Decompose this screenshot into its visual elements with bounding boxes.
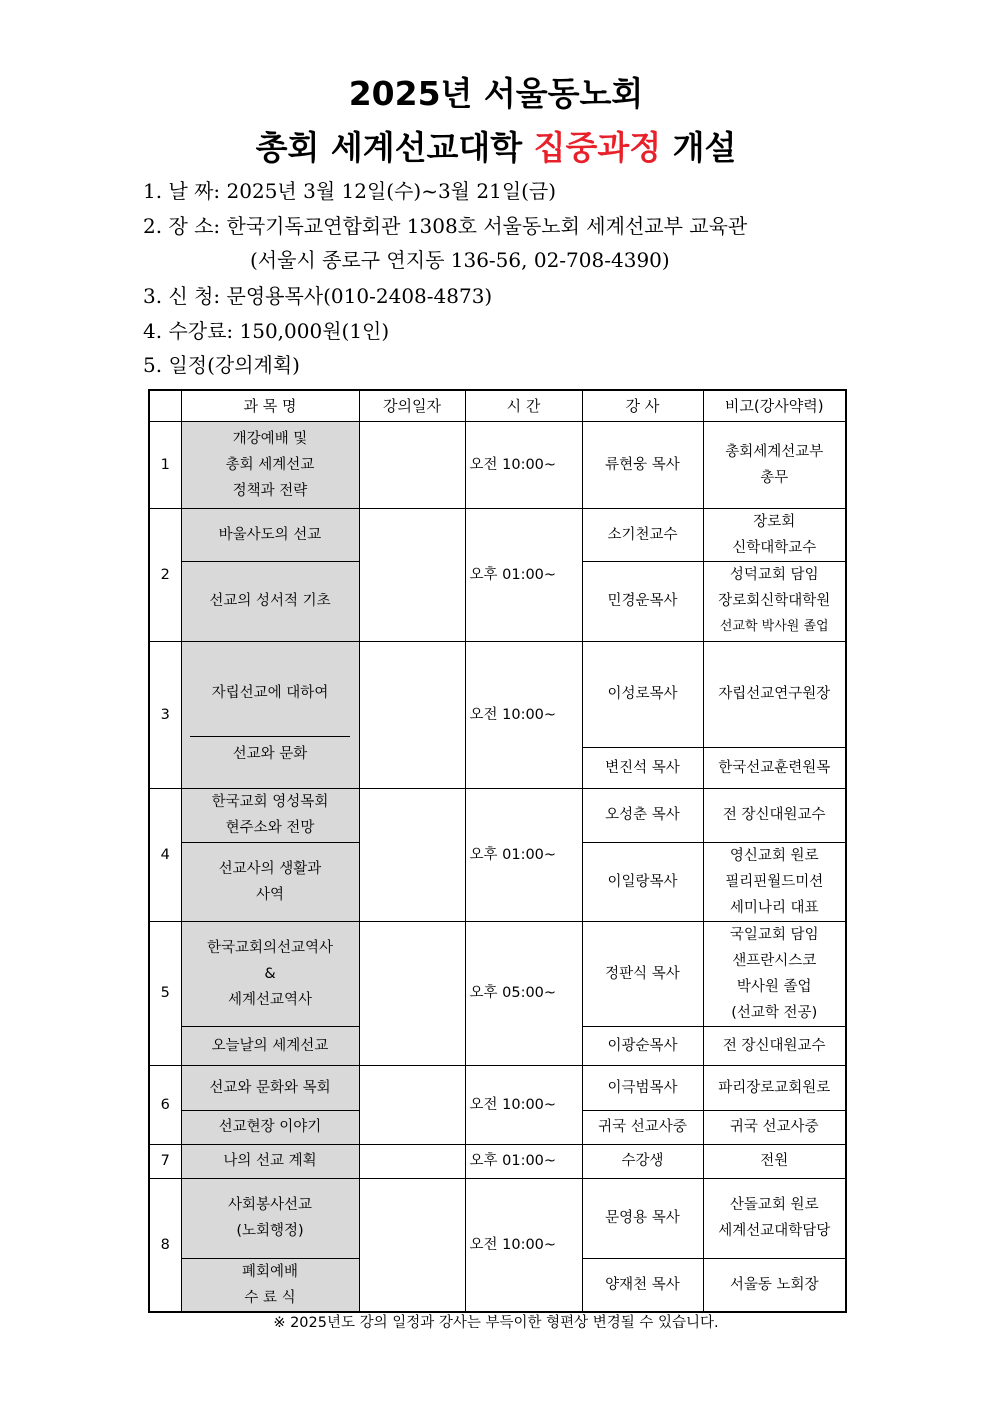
time: 오전 10:00~ [465, 641, 582, 788]
header-subject: 과 목 명 [181, 390, 359, 421]
note: 성덕교회 담임 장로회신학대학원 선교학 박사원 졸업 [703, 561, 846, 641]
title-line-1: 2025년 서울동노회 [348, 74, 644, 113]
subject: 선교현장 이야기 [181, 1110, 359, 1144]
subject: 선교와 문화와 목회 [181, 1065, 359, 1110]
time: 오전 10:00~ [465, 1178, 582, 1312]
subject: 오늘날의 세계선교 [181, 1026, 359, 1065]
note: 전 장신대원교수 [703, 1026, 846, 1065]
table-row [149, 641, 846, 747]
note: 귀국 선교사중 [703, 1110, 846, 1144]
lecturer: 변진석 목사 [582, 747, 703, 788]
table-row [149, 1065, 846, 1110]
subject: 한국교회 영성목회 현주소와 전망 [181, 788, 359, 842]
time: 오후 05:00~ [465, 921, 582, 1065]
info-date: 1. 날 짜: 2025년 3월 12일(수)~3월 21일(금) [143, 179, 557, 203]
note: 전원 [703, 1144, 846, 1178]
subject: 바울사도의 선교 [181, 508, 359, 561]
lecture-date [359, 1065, 465, 1144]
day-number: 3 [149, 641, 181, 788]
table-row [149, 1178, 846, 1258]
divider-line [190, 736, 350, 737]
note: 국일교회 담임 샌프란시스코 박사원 졸업 (선교학 전공) [703, 921, 846, 1026]
subject-a: 자립선교에 대하여 [211, 684, 329, 701]
time: 오후 01:00~ [465, 1144, 582, 1178]
day-number: 1 [149, 421, 181, 508]
day-number: 2 [149, 508, 181, 641]
info-address: (서울시 종로구 연지동 136-56, 02-708-4390) [250, 248, 670, 272]
lecture-date [359, 508, 465, 641]
day-number: 4 [149, 788, 181, 921]
note: 영신교회 원로 필리핀월드미션 세미나리 대표 [703, 842, 846, 921]
header-no [149, 390, 181, 421]
time: 오후 01:00~ [465, 788, 582, 921]
lecture-date [359, 641, 465, 788]
note: 자립선교연구원장 [703, 641, 846, 747]
note: 전 장신대원교수 [703, 788, 846, 842]
info-apply: 3. 신 청: 문영용목사(010-2408-4873) [143, 284, 493, 308]
subject: 폐회예배 수 료 식 [181, 1258, 359, 1312]
info-schedule: 5. 일정(강의계획) [143, 353, 300, 377]
lecturer: 양재천 목사 [582, 1258, 703, 1312]
title-highlight: 집중과정 [533, 128, 662, 167]
time: 오전 10:00~ [465, 1065, 582, 1144]
table-row [149, 788, 846, 842]
title-line-2-prefix: 총회 세계선교대학 [255, 128, 534, 167]
header-time: 시 간 [465, 390, 582, 421]
subject: 한국교회의선교역사 & 세계선교역사 [181, 921, 359, 1026]
subject-b: 선교와 문화 [232, 745, 308, 762]
lecturer: 오성춘 목사 [582, 788, 703, 842]
day-number: 6 [149, 1065, 181, 1144]
subject: 선교의 성서적 기초 [181, 561, 359, 641]
lecturer: 이극범목사 [582, 1065, 703, 1110]
lecturer: 정판식 목사 [582, 921, 703, 1026]
table-row [149, 1144, 846, 1178]
lecture-date [359, 1178, 465, 1312]
header-date: 강의일자 [359, 390, 465, 421]
table-row [149, 421, 846, 508]
table-row [149, 921, 846, 1026]
info-fee: 4. 수강료: 150,000원(1인) [143, 319, 390, 343]
lecturer: 문영용 목사 [582, 1178, 703, 1258]
lecturer: 귀국 선교사중 [582, 1110, 703, 1144]
note: 서울동 노회장 [703, 1258, 846, 1312]
lecture-date [359, 788, 465, 921]
subject: 개강예배 및 총회 세계선교 정책과 전략 [181, 421, 359, 508]
lecturer: 류현웅 목사 [582, 421, 703, 508]
note: 산돌교회 원로 세계선교대학담당 [703, 1178, 846, 1258]
day-number: 5 [149, 921, 181, 1065]
lecturer: 민경운목사 [582, 561, 703, 641]
time: 오전 10:00~ [465, 421, 582, 508]
schedule-table [148, 389, 847, 1313]
header-lecturer: 강 사 [582, 390, 703, 421]
lecturer: 이광순목사 [582, 1026, 703, 1065]
lecture-date [359, 921, 465, 1065]
lecturer: 수강생 [582, 1144, 703, 1178]
footnote: ※ 2025년도 강의 일정과 강사는 부득이한 형편상 변경될 수 있습니다. [273, 1315, 719, 1331]
lecturer: 이일랑목사 [582, 842, 703, 921]
note: 한국선교훈련원목 [703, 747, 846, 788]
note: 장로회 신학대학교수 [703, 508, 846, 561]
subject: 선교사의 생활과 사역 [181, 842, 359, 921]
subject [181, 641, 359, 788]
table-header-row [149, 390, 846, 421]
day-number: 7 [149, 1144, 181, 1178]
lecturer: 이성로목사 [582, 641, 703, 747]
title-line-2 [0, 122, 992, 169]
lecture-date [359, 421, 465, 508]
lecture-date [359, 1144, 465, 1178]
day-number: 8 [149, 1178, 181, 1312]
time: 오후 01:00~ [465, 508, 582, 641]
subject: 사회봉사선교 (노회행정) [181, 1178, 359, 1258]
subject: 나의 선교 계획 [181, 1144, 359, 1178]
note: 파리장로교회원로 [703, 1065, 846, 1110]
header-note: 비고(강사약력) [703, 390, 846, 421]
table-row [149, 508, 846, 561]
lecturer: 소기천교수 [582, 508, 703, 561]
info-place: 2. 장 소: 한국기독교연합회관 1308호 서울동노회 세계선교부 교육관 [143, 214, 748, 238]
title-line-2-suffix: 개설 [661, 128, 737, 167]
note: 총회세계선교부 총무 [703, 421, 846, 508]
